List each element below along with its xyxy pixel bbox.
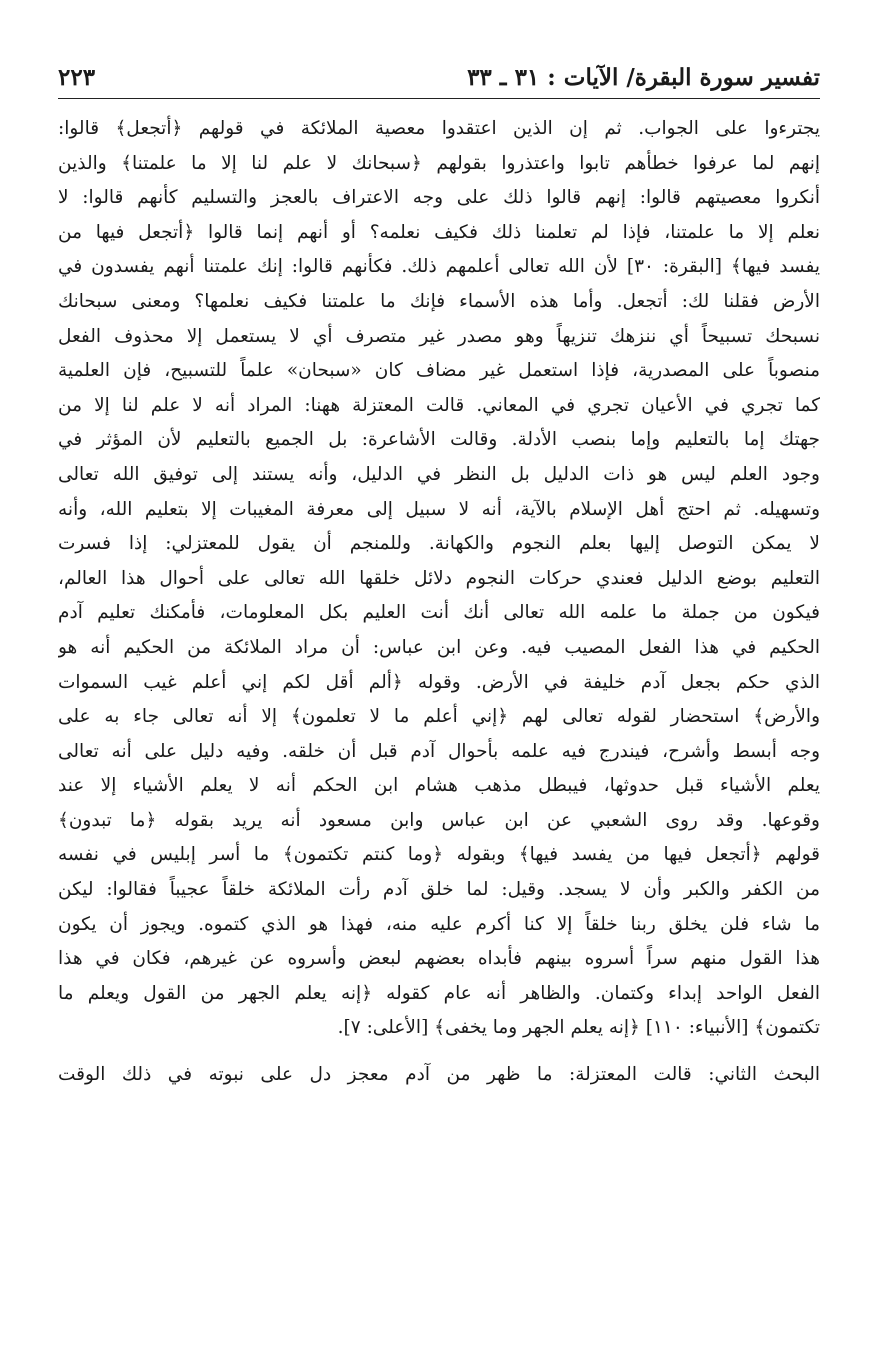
text-line: جهتك إما بالتعليم وإما بنصب الأدلة. وقالت الأشاعرة: بل الجميع بالتعليم لأن المؤثر في: [58, 429, 820, 451]
text-line: يفسد فيها﴾ [البقرة: ٣٠] لأن الله تعالى أعلمهم ذلك. فكأنهم قالوا: إنك علمتنا أنهم يفسدون في: [58, 256, 820, 278]
paragraph-1: [58, 112, 820, 1046]
text-line: من الكفر والكبر وأن لا يسجد. وقيل: لما خلق آدم رأت الملائكة خلقاً عجيباً فقالوا: ليكن: [58, 879, 820, 901]
running-title: تفسير سورة البقرة/ الآيات : ٣١ ـ ٣٣: [467, 63, 820, 91]
header-rule: [58, 98, 820, 99]
text-line: وتسهيله. ثم احتج أهل الإسلام بالآية، أنه لا سبيل إلى معرفة المغيبات إلا بتعليم الله، وأنه: [58, 498, 820, 520]
text-line: كما تجري في الأعيان تجري في المعاني. قالت المعتزلة ههنا: المراد أنه لا علم لنا إلا من: [58, 394, 820, 416]
text-line: الذي حكم بجعل آدم خليفة في الأرض. وقوله ﴿ألم أقل لكم إني أعلم غيب السموات: [58, 671, 820, 693]
text-line: التعليم بوضع الدليل فعندي حركات النجوم دلائل خلقها الله تعالى على أحوال هذا العالم،: [58, 567, 820, 589]
text-line: الحكيم في هذا الفعل المصيب فيه. وعن ابن عباس: أن مراد الملائكة من الحكيم أنه هو: [58, 636, 820, 658]
paragraph-2: [58, 1058, 820, 1093]
text-line: نسبحك تسبيحاً أي ننزهك تنزيهاً وهو مصدر غير متصرف أي لا يستعمل إلا محذوف الفعل: [58, 325, 820, 347]
text-line: لا يمكن التوصل إليها بعلم النجوم والكهانة. وللمنجم أن يقول للمعتزلي: إذا فسرت: [58, 533, 820, 555]
text-line: إنهم لما عرفوا خطأهم تابوا واعتذروا بقولهم ﴿سبحانك لا علم لنا إلا ما علمتنا﴾ والذين: [58, 152, 820, 174]
text-line: فيكون من جملة ما علمه الله تعالى أنك أنت العليم بكل المعلومات، فأمكنك تعليم آدم: [58, 602, 820, 624]
text-line: الفعل الواحد إبداء وكتمان. والظاهر أنه عام كقوله ﴿إنه يعلم الجهر من القول ويعلم ما: [58, 982, 820, 1004]
text-line: البحث الثاني: قالت المعتزلة: ما ظهر من آدم معجز دل على نبوته في ذلك الوقت: [58, 1064, 820, 1086]
text-line: قولهم ﴿أتجعل فيها من يفسد فيها﴾ وبقوله ﴿وما كنتم تكتمون﴾ ما أسر إبليس في نفسه: [58, 844, 820, 866]
text-line: وقوعها. وقد روى الشعبي عن ابن عباس وابن مسعود أنه يريد بقوله ﴿ما تبدون﴾: [58, 809, 820, 831]
page-header: [58, 60, 820, 94]
text-line: الأرض فقلنا لك: أتجعل. وأما هذه الأسماء فإنك ما علمتنا فكيف نعلمها؟ ومعنى سبحانك: [58, 290, 820, 312]
text-line: أنكروا معصيتهم قالوا: إنهم قالوا ذلك على وجه الاعتراف بالعجز والتسليم كأنهم قالوا: لا: [58, 187, 820, 209]
commentary-body: [58, 112, 820, 1093]
text-line: تكتمون﴾ [الأنبياء: ١١٠] ﴿إنه يعلم الجهر وما يخفى﴾ [الأعلى: ٧].: [337, 1017, 820, 1039]
text-line: والأرض﴾ استحضار لقوله تعالى لهم ﴿إني أعلم ما لا تعلمون﴾ إلا أنه تعالى جاء به على: [58, 706, 820, 728]
text-line: ما شاء فلن يخلق ربنا خلقاً إلا كنا أكرم عليه منه، فهذا هو الذي كتموه. ويجوز أن يكون: [58, 913, 820, 935]
text-line: نعلم إلا ما علمتنا، فإذا لم تعلمنا ذلك فكيف نعلمه؟ أو أنهم إنما قالوا ﴿أتجعل فيها من: [58, 221, 820, 243]
text-line: منصوباً على المصدرية، فإذا استعمل غير مضاف كان «سبحان» علماً للتسبيح، فإن العلمية: [58, 360, 820, 382]
page-number: ٢٢٣: [58, 63, 96, 91]
text-line: يجترءوا على الجواب. ثم إن الذين اعتقدوا معصية الملائكة في قولهم ﴿أتجعل﴾ قالوا:: [58, 118, 820, 139]
text-line: يعلم الأشياء قبل حدوثها، فيبطل مذهب هشام ابن الحكم أنه لا يعلم الأشياء إلا عند: [58, 775, 820, 797]
text-line: وجود العلم ليس هو ذات الدليل بل النظر في الدليل، وأنه يستند إلى توفيق الله تعالى: [58, 463, 820, 485]
text-line: هذا القول منهم سراً أسروه بينهم فأبداه بعضهم لبعض وأسروه عن غيرهم، فكان في هذا: [58, 948, 820, 970]
text-line: وجه أبسط وأشرح، فيندرج فيه علمه بأحوال آدم قبل أن خلقه. وفيه دليل على أنه تعالى: [58, 740, 820, 762]
